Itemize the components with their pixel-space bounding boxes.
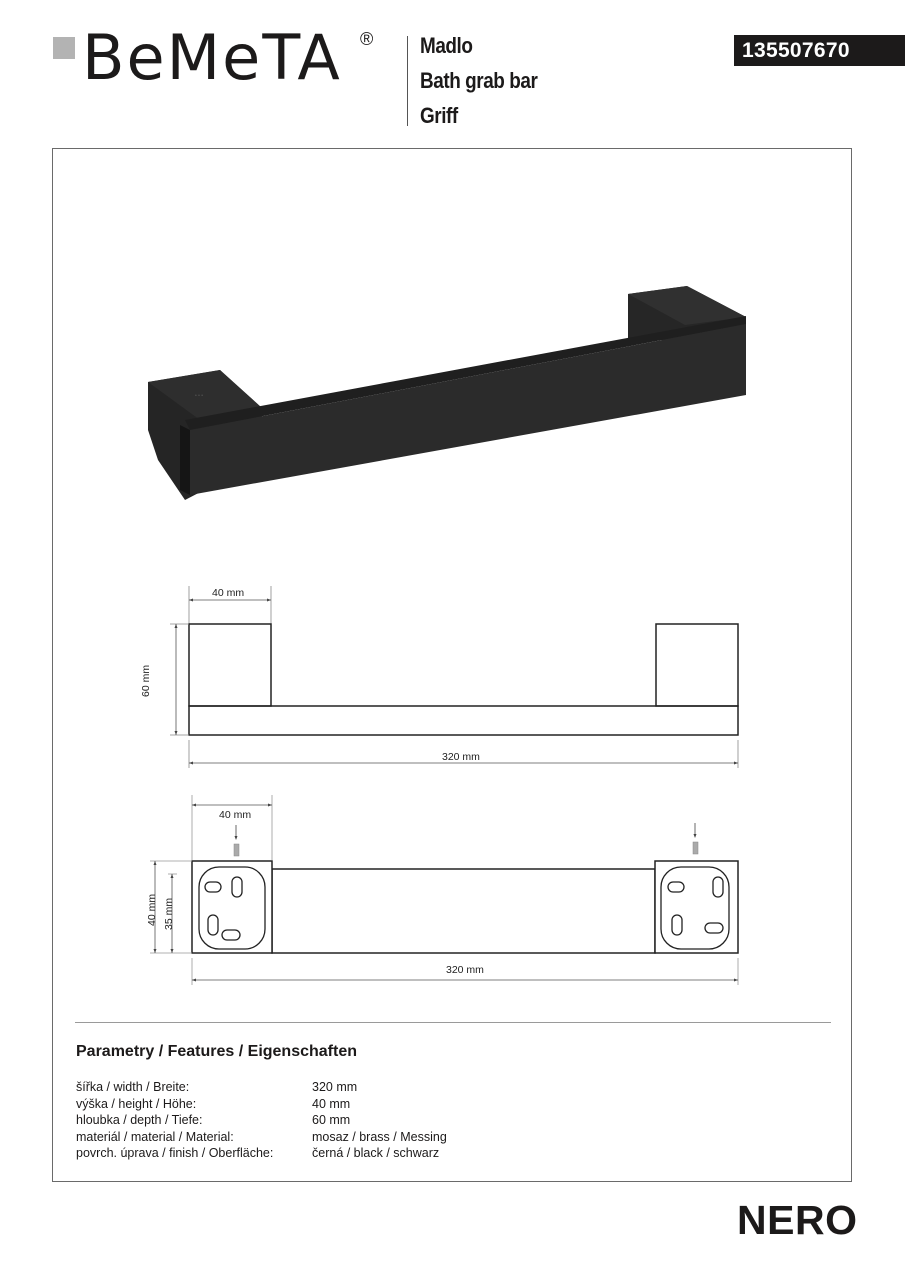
dim-side-width: 40 mm <box>212 587 245 599</box>
spec-label: povrch. úprava / finish / Oberfläche: <box>76 1146 274 1161</box>
spec-value: 320 mm <box>312 1080 358 1094</box>
dim-side-length: 320 mm <box>442 751 480 763</box>
spec-value: 60 mm <box>312 1113 351 1128</box>
spec-value: černá / black / schwarz <box>312 1146 440 1161</box>
side-view-drawing <box>150 580 760 780</box>
features-title: Parametry / Features / Eigenschaften <box>76 1043 357 1060</box>
product-image <box>140 280 760 510</box>
spec-label: hloubka / depth / Tiefe: <box>76 1113 203 1128</box>
title-czech: Madlo <box>420 33 473 58</box>
dim-top-length: 320 mm <box>446 964 484 976</box>
section-divider <box>75 1022 831 1023</box>
spec-label: šířka / width / Breite: <box>76 1080 190 1094</box>
dim-top-height-inner: 35 mm <box>163 897 175 930</box>
title-german: Griff <box>420 103 458 128</box>
spec-label: materiál / material / Material: <box>76 1129 234 1144</box>
title-english: Bath grab bar <box>420 68 538 93</box>
registered-mark: ® <box>360 29 374 49</box>
svg-text:• • •: • • • <box>195 393 204 399</box>
dim-side-height: 60 mm <box>140 664 152 697</box>
spec-label: výška / height / Höhe: <box>76 1096 197 1111</box>
brand-logo: BeMeTA <box>82 21 342 94</box>
title-divider <box>407 36 408 126</box>
spec-value: mosaz / brass / Messing <box>312 1129 447 1144</box>
product-code-badge: 135507670 <box>734 35 905 66</box>
dim-top-height-outer: 40 mm <box>146 893 158 926</box>
logo-square-icon <box>53 37 75 59</box>
dim-top-width: 40 mm <box>219 809 252 821</box>
series-name: NERO <box>737 1197 858 1243</box>
spec-value: 40 mm <box>312 1096 351 1111</box>
